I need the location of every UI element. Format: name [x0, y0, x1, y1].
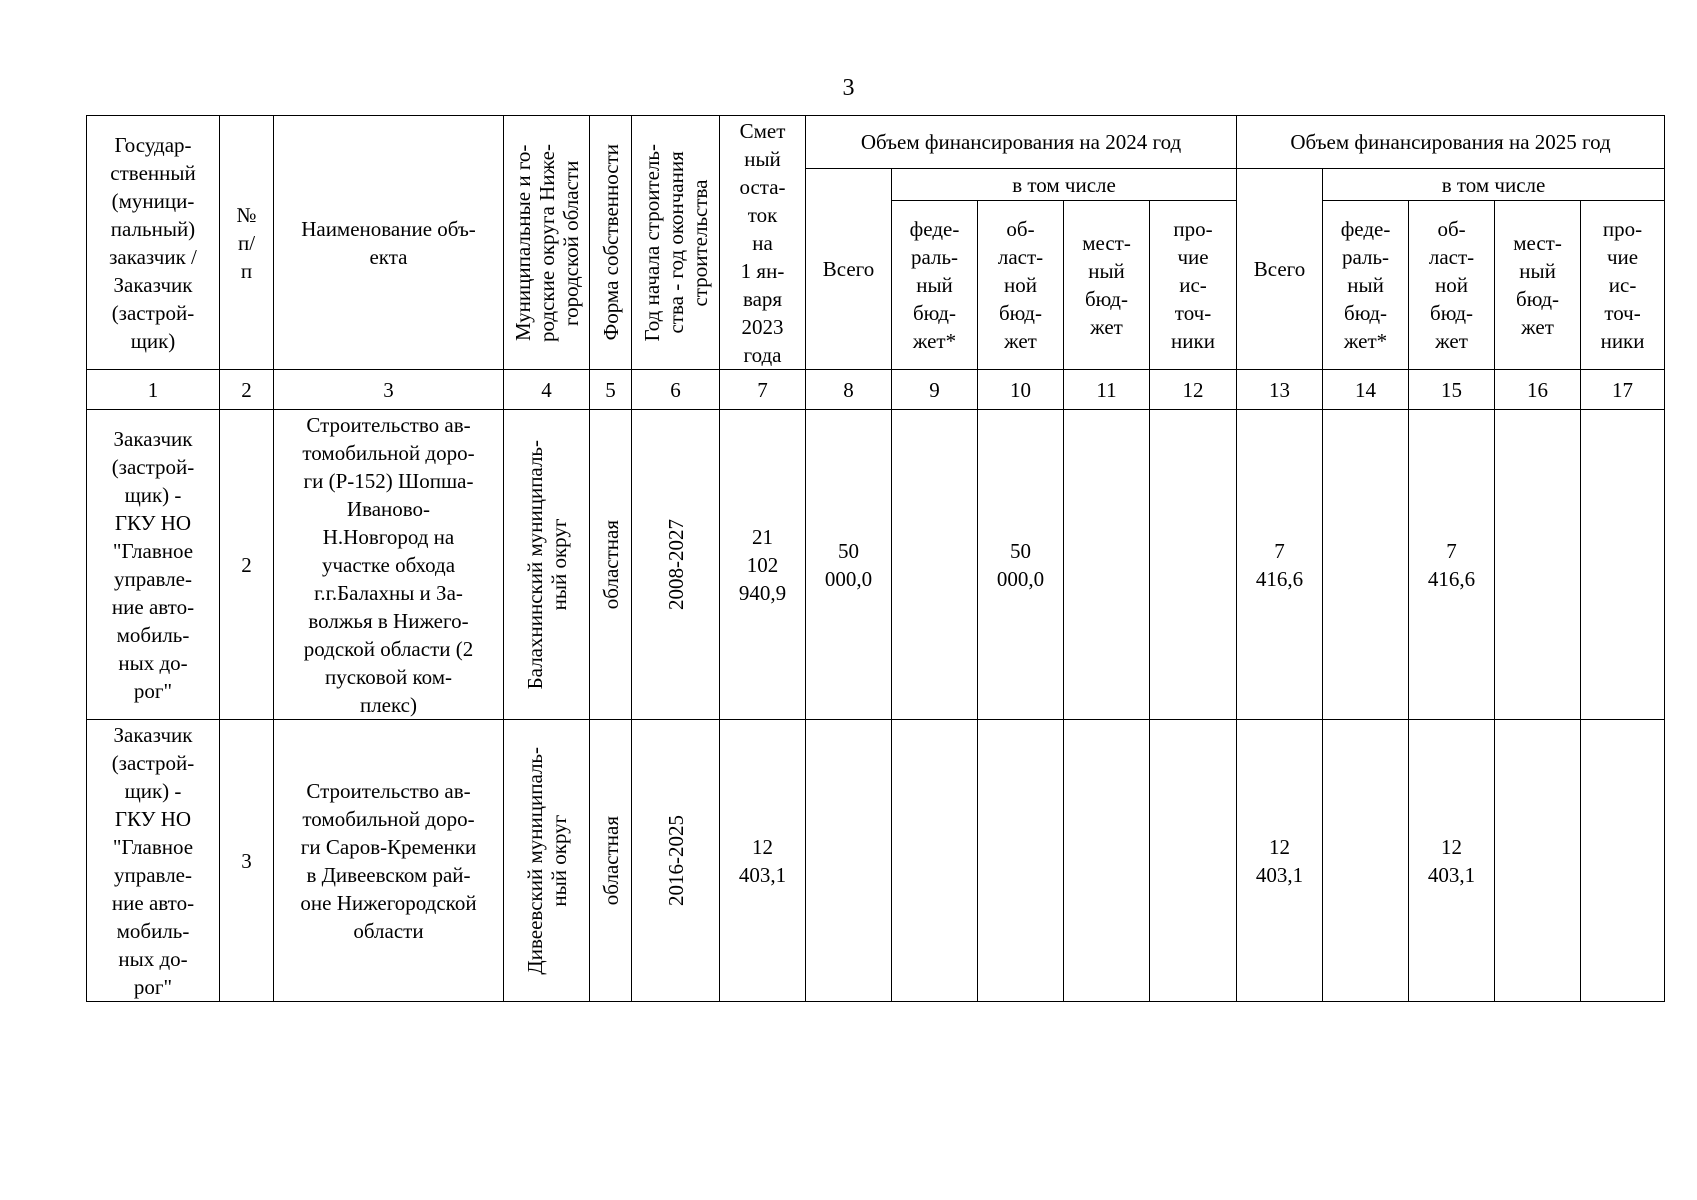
row-federal-2024: [892, 410, 978, 720]
row-years-text: 2008-2027: [663, 519, 688, 610]
funding-table: [86, 115, 1665, 1002]
header-federal-2024: феде- раль- ный бюд- жет*: [892, 201, 978, 370]
row-ownership: [590, 410, 632, 720]
row-federal-2025: [1323, 410, 1409, 720]
column-number-row: [87, 370, 1665, 410]
row-total-2024: [806, 720, 892, 1002]
row-regional-2025: 12 403,1: [1409, 720, 1495, 1002]
column-number: 8: [806, 370, 892, 410]
header-regional-2024: об- ласт- ной бюд- жет: [978, 201, 1064, 370]
column-number: 5: [590, 370, 632, 410]
row-local-2024: [1064, 720, 1150, 1002]
row-ownership: [590, 720, 632, 1002]
column-number: 6: [632, 370, 720, 410]
row-local-2025: [1495, 410, 1581, 720]
row-municipal-district: [504, 410, 590, 720]
row-ownership-text: областная: [598, 519, 623, 610]
row-estimate-balance: 21 102 940,9: [720, 410, 806, 720]
header-municipal-district-text: Муниципальные и го- родские округа Ниже- городской области: [510, 143, 583, 342]
row-object-name: Строительство ав- томобильной доро- ги (Р-152) Шопша- Иваново- Н.Новгород на участке обхода г.г.Балахны и За- волжья в Нижего- родской области (2 пусковой ком- плекс): [274, 410, 504, 720]
table-row: [87, 410, 1665, 720]
header-total-2025: Всего: [1237, 169, 1323, 370]
row-total-2025: 7 416,6: [1237, 410, 1323, 720]
header-num: № п/ п: [220, 116, 274, 370]
header-estimate-balance: Смет ный оста- ток на 1 ян- варя 2023 года: [720, 116, 806, 370]
row-municipal-district-text: Дивеевский муниципаль- ный округ: [522, 746, 571, 975]
column-number: 1: [87, 370, 220, 410]
column-number: 4: [504, 370, 590, 410]
header-other-2024: про- чие ис- точ- ники: [1150, 201, 1237, 370]
row-customer: Заказчик (застрой- щик) - ГКУ НО "Главное управле- ние авто- мобиль- ных до- рог": [87, 720, 220, 1002]
header-total-2024: Всего: [806, 169, 892, 370]
row-regional-2024: 50 000,0: [978, 410, 1064, 720]
header-years: [632, 116, 720, 370]
header-local-2024: мест- ный бюд- жет: [1064, 201, 1150, 370]
row-estimate-balance: 12 403,1: [720, 720, 806, 1002]
row-regional-2025: 7 416,6: [1409, 410, 1495, 720]
row-municipal-district-text: Балахнинский муниципаль- ный округ: [522, 439, 571, 690]
column-number: 15: [1409, 370, 1495, 410]
header-ownership: [590, 116, 632, 370]
header-federal-2025: феде- раль- ный бюд- жет*: [1323, 201, 1409, 370]
header-ownership-text: Форма собственности: [598, 144, 623, 341]
header-municipal-district: [504, 116, 590, 370]
header-including-2025: в том числе: [1323, 169, 1665, 201]
header-customer: Государ- ственный (муници- пальный) заказчик / Заказчик (застрой- щик): [87, 116, 220, 370]
header-funding-2025: Объем финансирования на 2025 год: [1237, 116, 1665, 169]
column-number: 17: [1581, 370, 1665, 410]
column-number: 14: [1323, 370, 1409, 410]
header-regional-2025: об- ласт- ной бюд- жет: [1409, 201, 1495, 370]
column-number: 9: [892, 370, 978, 410]
row-other-2025: [1581, 410, 1665, 720]
column-number: 3: [274, 370, 504, 410]
row-num: 2: [220, 410, 274, 720]
column-number: 12: [1150, 370, 1237, 410]
header-local-2025: мест- ный бюд- жет: [1495, 201, 1581, 370]
row-other-2025: [1581, 720, 1665, 1002]
column-number: 16: [1495, 370, 1581, 410]
column-number: 2: [220, 370, 274, 410]
header-funding-2024: Объем финансирования на 2024 год: [806, 116, 1237, 169]
row-other-2024: [1150, 410, 1237, 720]
row-total-2025: 12 403,1: [1237, 720, 1323, 1002]
row-num: 3: [220, 720, 274, 1002]
header-other-2025: про- чие ис- точ- ники: [1581, 201, 1665, 370]
row-other-2024: [1150, 720, 1237, 1002]
column-number: 13: [1237, 370, 1323, 410]
row-years-text: 2016-2025: [663, 815, 688, 906]
row-regional-2024: [978, 720, 1064, 1002]
row-total-2024: 50 000,0: [806, 410, 892, 720]
row-ownership-text: областная: [598, 815, 623, 906]
row-federal-2024: [892, 720, 978, 1002]
column-number: 7: [720, 370, 806, 410]
row-years: [632, 720, 720, 1002]
row-years: [632, 410, 720, 720]
header-object-name: Наименование объ- екта: [274, 116, 504, 370]
column-number: 11: [1064, 370, 1150, 410]
row-object-name: Строительство ав- томобильной доро- ги Саров-Кременки в Дивеевском рай- оне Нижегородской области: [274, 720, 504, 1002]
header-years-text: Год начала строитель- ства - год окончания строительства: [639, 143, 712, 342]
row-municipal-district: [504, 720, 590, 1002]
page-number: 3: [842, 75, 855, 101]
column-number: 10: [978, 370, 1064, 410]
row-federal-2025: [1323, 720, 1409, 1002]
header-including-2024: в том числе: [892, 169, 1237, 201]
row-local-2025: [1495, 720, 1581, 1002]
row-customer: Заказчик (застрой- щик) - ГКУ НО "Главное управле- ние авто- мобиль- ных до- рог": [87, 410, 220, 720]
row-local-2024: [1064, 410, 1150, 720]
table-row: [87, 720, 1665, 1002]
